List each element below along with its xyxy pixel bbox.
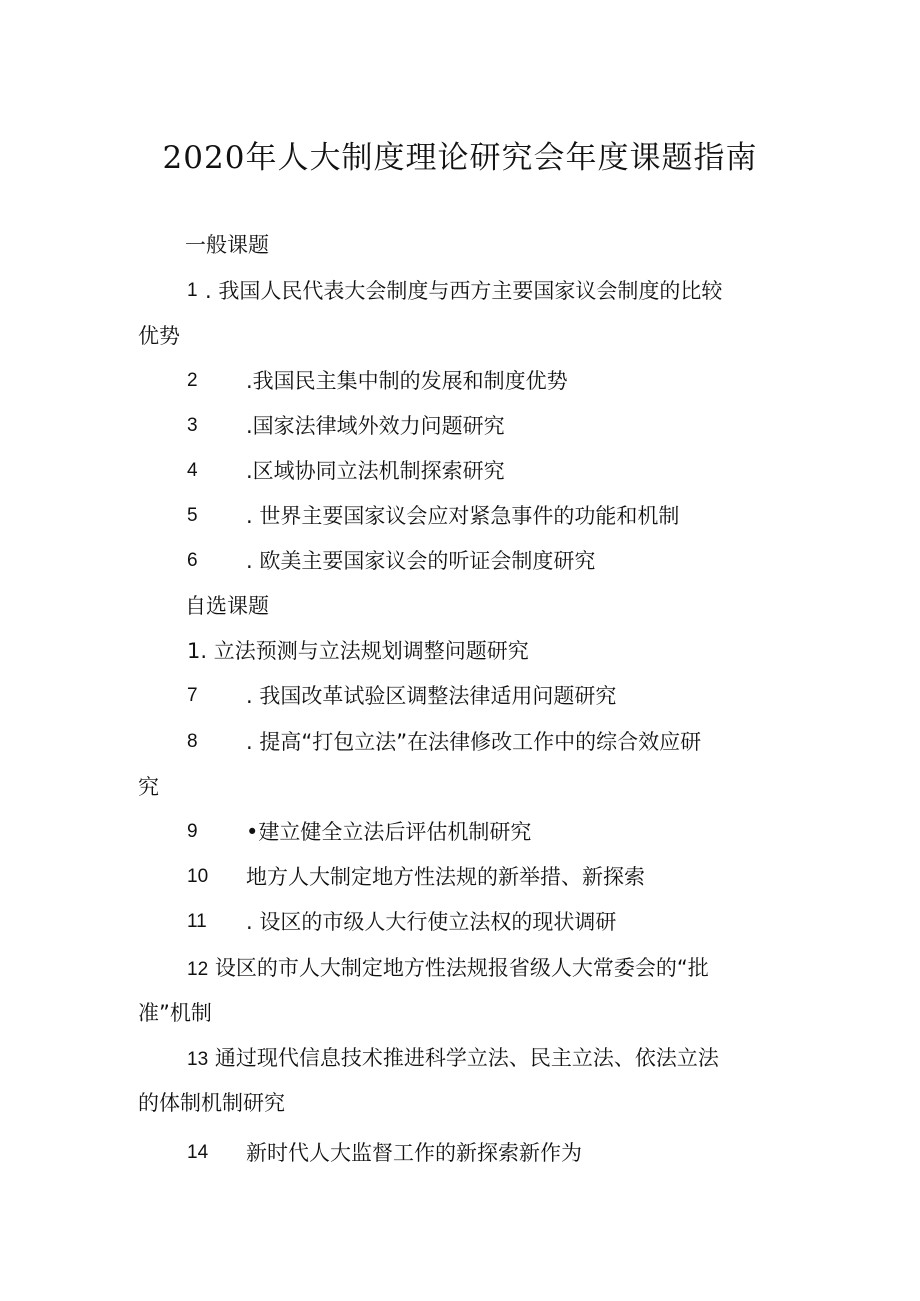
item-text: . 世界主要国家议会应对紧急事件的功能和机制 bbox=[246, 504, 680, 528]
item-number: 10 bbox=[187, 866, 209, 887]
list-item-7 bbox=[0, 681, 920, 711]
item-text: . 欧美主要国家议会的听证会制度研究 bbox=[246, 549, 596, 573]
list-item-12 bbox=[0, 953, 920, 983]
list-item-10 bbox=[0, 862, 920, 892]
item-number: 2 bbox=[187, 370, 198, 391]
item-line bbox=[187, 953, 709, 985]
list-item-optional-1 bbox=[0, 636, 920, 666]
list-item-13-continuation: 的体制机制研究 bbox=[138, 1091, 285, 1115]
list-item-12-continuation: 准”机制 bbox=[138, 1001, 212, 1025]
item-text: 通过现代信息技术推进科学立法、民主立法、依法立法 bbox=[214, 1046, 719, 1070]
list-item-5 bbox=[0, 501, 920, 531]
page-title: 2020年人大制度理论研究会年度课题指南 bbox=[162, 140, 758, 176]
item-line bbox=[187, 1043, 719, 1075]
item-text: 设区的市人大制定地方性法规报省级人大常委会的“批 bbox=[214, 956, 709, 980]
item-number: 9 bbox=[187, 821, 198, 842]
list-item-14 bbox=[0, 1138, 920, 1168]
item-text: •建立健全立法后评估机制研究 bbox=[246, 820, 532, 844]
item-number: 8 bbox=[187, 731, 198, 752]
item-text: . 我国人民代表大会制度与西方主要国家议会制度的比较 bbox=[205, 279, 723, 303]
item-number: 5 bbox=[187, 505, 198, 526]
item-number: 13 bbox=[187, 1049, 209, 1070]
item-text: . 提高“打包立法”在法律修改工作中的综合效应研 bbox=[246, 730, 702, 754]
list-item-11 bbox=[0, 907, 920, 937]
list-item-8-continuation: 究 bbox=[138, 775, 159, 799]
general-section-heading: 一般课题 bbox=[185, 233, 269, 257]
item-text: .我国民主集中制的发展和制度优势 bbox=[246, 369, 568, 393]
list-item-9 bbox=[0, 817, 920, 847]
list-item-1-continuation: 优势 bbox=[138, 324, 180, 348]
item-text: 新时代人大监督工作的新探索新作为 bbox=[246, 1141, 582, 1165]
item-text: .国家法律域外效力问题研究 bbox=[246, 414, 505, 438]
list-item-13 bbox=[0, 1043, 920, 1073]
item-text: 1. 立法预测与立法规划调整问题研究 bbox=[187, 639, 529, 663]
item-number: 7 bbox=[187, 685, 198, 706]
item-number: 12 bbox=[187, 959, 209, 980]
list-item-4 bbox=[0, 456, 920, 486]
list-item-2 bbox=[0, 366, 920, 396]
item-number: 4 bbox=[187, 460, 198, 481]
item-text: . 我国改革试验区调整法律适用问题研究 bbox=[246, 684, 617, 708]
list-item-6 bbox=[0, 546, 920, 576]
item-text: .区域协同立法机制探索研究 bbox=[246, 459, 505, 483]
item-number: 3 bbox=[187, 415, 198, 436]
item-text: 地方人大制定地方性法规的新举措、新探索 bbox=[246, 865, 645, 889]
item-number: 1 bbox=[187, 280, 198, 301]
item-number: 14 bbox=[187, 1142, 209, 1163]
list-item-8 bbox=[0, 727, 920, 757]
list-item-1 bbox=[0, 276, 920, 306]
optional-section-heading: 自选课题 bbox=[185, 594, 269, 618]
item-text: . 设区的市级人大行使立法权的现状调研 bbox=[246, 910, 617, 934]
item-number: 6 bbox=[187, 550, 198, 571]
list-item-3 bbox=[0, 411, 920, 441]
item-number: 11 bbox=[187, 911, 207, 932]
